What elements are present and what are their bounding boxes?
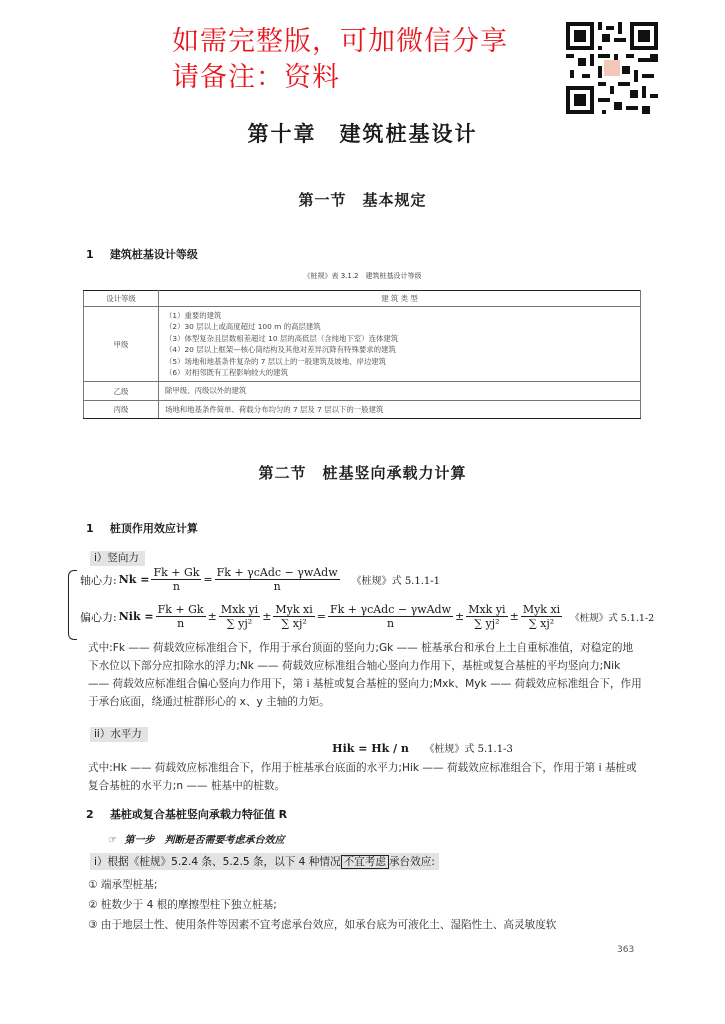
table-header-row [84,291,641,307]
table-cell-description [159,400,641,418]
table-cell-grade: 甲级 [84,307,159,382]
formula-fraction [219,603,260,630]
formula-plus-minus: ± [262,610,272,623]
list-item: ① 端承型桩基; [88,879,158,891]
formula-eccentric-ref: 《桩规》式 5.1.1-2 [570,612,655,624]
table-cell-grade: 乙级 [84,382,159,400]
table-line: （5）场地和地基条件复杂的 7 层以上的一般建筑及坡地、岸边建筑 [165,356,387,366]
fraction-numerator: Fk + Gk [157,603,204,616]
chapter-title: 第十章 建筑桩基设计 [247,122,478,146]
table-row [84,382,641,400]
heading-2-text: 桩顶作用效应计算 [109,522,198,535]
table-line: （4）20 层以上框架—核心筒结构及其他对差异沉降有特殊要求的建筑 [165,345,396,355]
table-line: 场地和地基条件简单、荷载分布均匀的 7 层及 7 层以下的一般建筑 [165,404,384,414]
heading-2-number: 1 [86,522,94,535]
page-number: 363 [617,945,635,955]
formula-fraction [151,566,201,593]
fraction-denominator: n [386,617,395,630]
formula-axial-label: 轴心力: [80,573,117,587]
fraction-denominator: n [177,617,185,630]
table-caption: 《桩规》表 3.1.2 建筑桩基设计等级 [303,272,422,280]
table-line: （3）体型复杂且层数相差超过 10 层的高低层（含纯地下室）连体建筑 [165,333,399,343]
fraction-denominator: ∑ yj² [226,617,253,630]
fraction-numerator: Fk + γcAdc − γwAdw [330,603,451,616]
heading-1 [86,246,198,262]
table-line: （6）对相邻既有工程影响较大的建筑 [165,368,288,378]
formula-brace [68,570,77,640]
fraction-denominator: ∑ yj² [474,617,500,630]
formula-axial-lhs: Nk = [118,573,150,586]
table-line: 除甲级、丙级以外的建筑 [165,386,247,396]
formula-fraction [215,566,340,593]
table-cell-description [159,307,641,382]
step-1-text: 第一步 判断是否需要考虑承台效应 [124,835,285,846]
step-1 [108,831,284,846]
formula-axial-ref: 《桩规》式 5.1.1-1 [351,576,441,587]
heading-2 [86,520,198,536]
item-cap-effect-after: 承台效应: [388,856,435,868]
paragraph-horizontal-definitions: 式中:Hk —— 荷载效应标准组合下，作用于桩基承台底面的水平力;Hik —— 荷载效应标准组合下，作用于第 i 基桩或复合基桩的水平力;n —— 桩基中的桩数。 [88,762,637,792]
fraction-denominator: n [172,580,180,593]
promo-line-2: 请备注：资料 [172,62,340,93]
fraction-numerator: Mxk yi [468,603,506,616]
formula-horizontal [0,740,725,755]
fraction-numerator: Myk xi [275,603,313,616]
formula-eccentric [80,603,654,630]
table-header-grade: 设计等级 [84,291,159,307]
formula-axial [80,566,440,593]
heading-3-number: 2 [86,808,94,821]
heading-1-text: 建筑桩基设计等级 [109,248,198,261]
fraction-numerator: Myk xi [522,603,561,616]
formula-fraction [273,603,314,630]
table-cell-description [159,382,641,400]
paragraph-vertical-definitions: 式中:Fk —— 荷载效应标准组合下，作用于承台顶面的竖向力;Gk —— 桩基承台和承台上土自重标准值，对稳定的地下水位以下部分应扣除水的浮力;Nk —— 荷载效应标准组合轴心竖向力作用下，基桩或复合基桩的平均竖向力;Nik —— 荷载效应标准组合偏心竖向力作用下，第 i 基桩或复合基桩的竖向力;Mxk、Myk —— 荷载效应标准组合下，作用于承台底面，绕通过桩群形心的 x、y 主轴的力矩。 [88,642,642,708]
formula-plus-minus: ± [207,610,217,623]
list-item: ② 桩数少于 4 根的摩擦型柱下独立桩基; [88,899,277,911]
table-line: （2）30 层以上或高度超过 100 m 的高层建筑 [165,322,321,332]
section-2-title: 第二节 桩基竖向承载力计算 [258,464,467,482]
list-item: ③ 由于地层土性、使用条件等因素不宜考虑承台效应，如承台底为可液化土、湿陷性土、高灵敏度软 [88,919,557,931]
item-cap-effect [90,853,439,870]
formula-horizontal-ref: 《桩规》式 5.1.1-3 [424,744,513,755]
fraction-numerator: Fk + γcAdc − γwAdw [216,566,338,579]
fraction-denominator: n [273,580,281,593]
section-1-title: 第一节 基本规定 [298,191,427,209]
design-grade-table [83,290,641,419]
fraction-denominator: ∑ xj² [281,617,307,630]
formula-equals: = [203,573,213,586]
item-cap-effect-before: i）根据《桩规》5.2.4 条、5.2.5 条，以下 4 种情况 [94,856,341,868]
heading-1-number: 1 [86,248,94,261]
item-cap-effect-boxed: 不宜考虑 [341,855,389,869]
fraction-numerator: Mxk yi [220,603,259,616]
fraction-denominator: ∑ xj² [528,617,555,630]
formula-fraction [328,603,453,630]
table-line: （1）重要的建筑 [165,311,222,320]
formula-eccentric-label: 偏心力: [80,610,117,624]
table-row [84,400,641,418]
heading-3-text: 基桩或复合基桩竖向承载力特征值 R [109,808,288,821]
item-horizontal-force [90,722,148,741]
table-row [84,307,641,382]
item-horizontal-force-label: ii）水平力 [90,727,148,742]
formula-fraction [466,603,507,630]
formula-fraction [521,603,562,630]
item-vertical-force [90,546,145,565]
formula-eccentric-lhs: Nik = [118,610,154,623]
formula-equals: = [316,610,326,623]
promo-line-1: 如需完整版，可加微信分享 [172,26,508,57]
heading-3 [86,806,287,822]
formula-fraction [156,603,206,630]
table-cell-grade: 丙级 [84,400,159,418]
qr-code [566,22,658,114]
promo-text [172,24,508,96]
table-header-type: 建 筑 类 型 [159,291,641,307]
hand-pointer-icon: ☞ [108,835,117,846]
formula-plus-minus: ± [455,610,465,623]
fraction-numerator: Fk + Gk [153,566,200,579]
formula-plus-minus: ± [509,610,519,623]
formula-horizontal-expr: Hik = Hk / n [332,742,409,755]
item-vertical-force-label: i）竖向力 [90,551,145,566]
